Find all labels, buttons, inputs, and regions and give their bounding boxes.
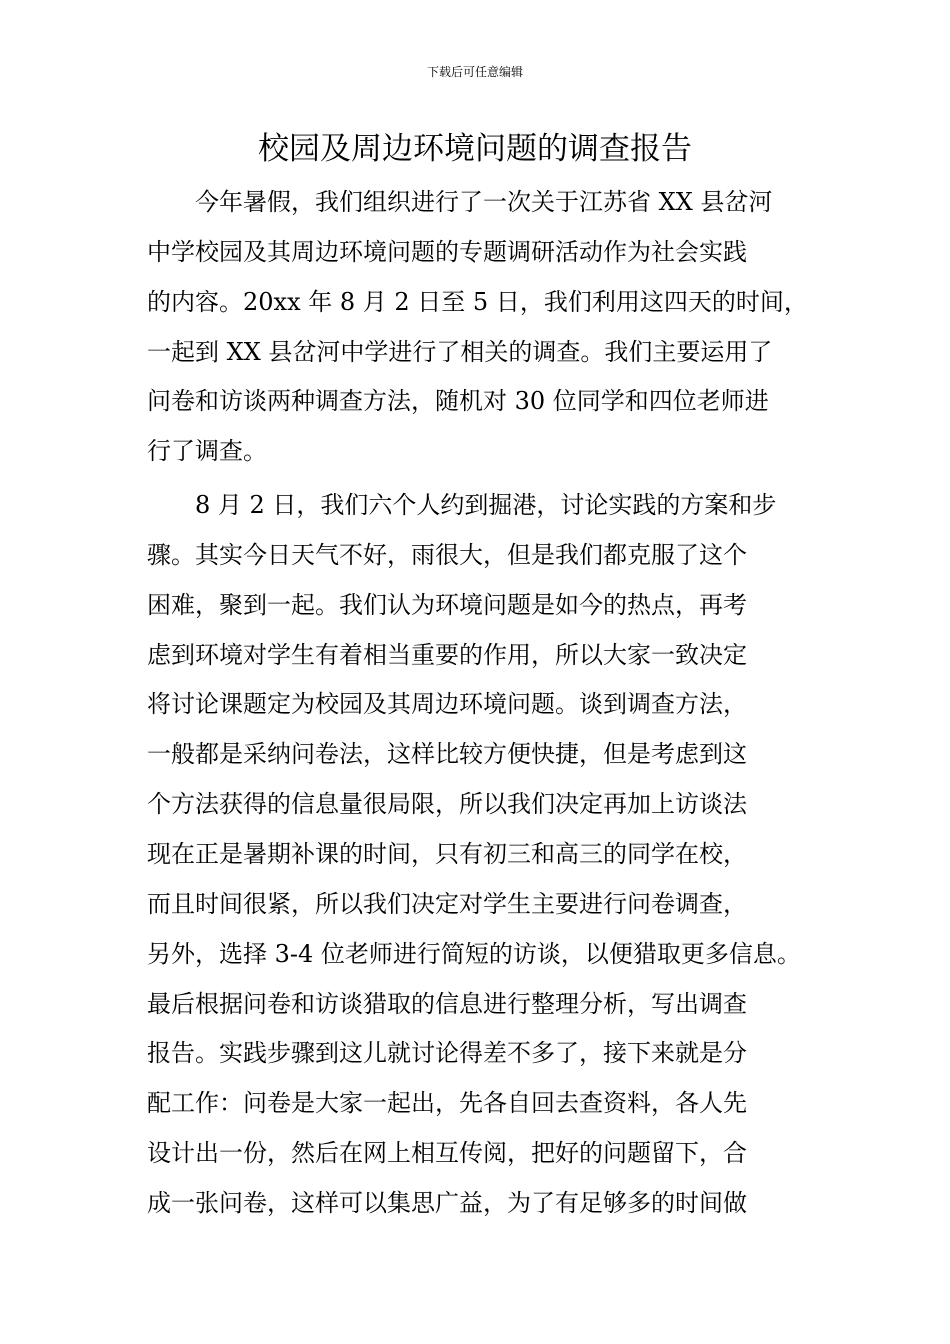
document-body <box>147 178 847 1229</box>
paragraph-2-line-6: 一般都是采纳问卷法，这样比较方便快捷，但是考虑到这 <box>147 740 747 769</box>
paragraph-2-line-15: 成一张问卷，这样可以集思广益，为了有足够多的时间做 <box>147 1188 747 1217</box>
paragraph-1-line-2: 中学校园及其周边环境问题的专题调研活动作为社会实践 <box>147 237 747 266</box>
header-note: 下载后可任意编辑 <box>426 65 523 79</box>
paragraph-2-line-14: 设计出一份，然后在网上相互传阅，把好的问题留下，合 <box>147 1139 747 1168</box>
paragraph-2-line-11: 最后根据问卷和访谈猎取的信息进行整理分析，写出调查 <box>147 989 747 1018</box>
paragraph-2-line-5: 将讨论课题定为校园及其周边环境问题。谈到调查方法， <box>147 690 747 719</box>
paragraph-2-line-7: 个方法获得的信息量很局限，所以我们决定再加上访谈法 <box>147 790 747 819</box>
paragraph-1-line-1: 今年暑假，我们组织进行了一次关于江苏省 XX 县岔河 <box>195 188 773 216</box>
paragraph-1-line-3: 的内容。20xx 年 8 月 2 日至 5 日，我们利用这四天的时间， <box>147 287 808 316</box>
paragraph-2-line-10: 另外，选择 3-4 位老师进行简短的访谈，以便猎取更多信息。 <box>147 939 801 968</box>
paragraph-2-line-4: 虑到环境对学生有着相当重要的作用，所以大家一致决定 <box>147 640 747 669</box>
paragraph-2-line-13: 配工作：问卷是大家一起出，先各自回去查资料，各人先 <box>147 1089 747 1118</box>
paragraph-1-line-6: 行了调查。 <box>147 437 267 466</box>
paragraph-2-line-8: 现在正是暑期补课的时间，只有初三和高三的同学在校， <box>147 839 747 868</box>
paragraph-2-line-3: 困难，聚到一起。我们认为环境问题是如今的热点，再考 <box>147 590 747 619</box>
paragraph-2-line-1: 8 月 2 日，我们六个人约到掘港，讨论实践的方案和步 <box>195 491 777 520</box>
document-title: 校园及周边环境问题的调查报告 <box>258 131 692 167</box>
paragraph-2-line-12: 报告。实践步骤到这儿就讨论得差不多了，接下来就是分 <box>147 1039 747 1068</box>
paragraph-2-line-2: 骤。其实今日天气不好，雨很大，但是我们都克服了这个 <box>147 540 747 569</box>
paragraph-1-line-5: 问卷和访谈两种调查方法，随机对 30 位同学和四位老师进 <box>147 387 769 416</box>
paragraph-2-line-9: 而且时间很紧，所以我们决定对学生主要进行问卷调查， <box>147 889 747 918</box>
paragraph-1-line-4: 一起到 XX 县岔河中学进行了相关的调查。我们主要运用了 <box>147 337 773 366</box>
